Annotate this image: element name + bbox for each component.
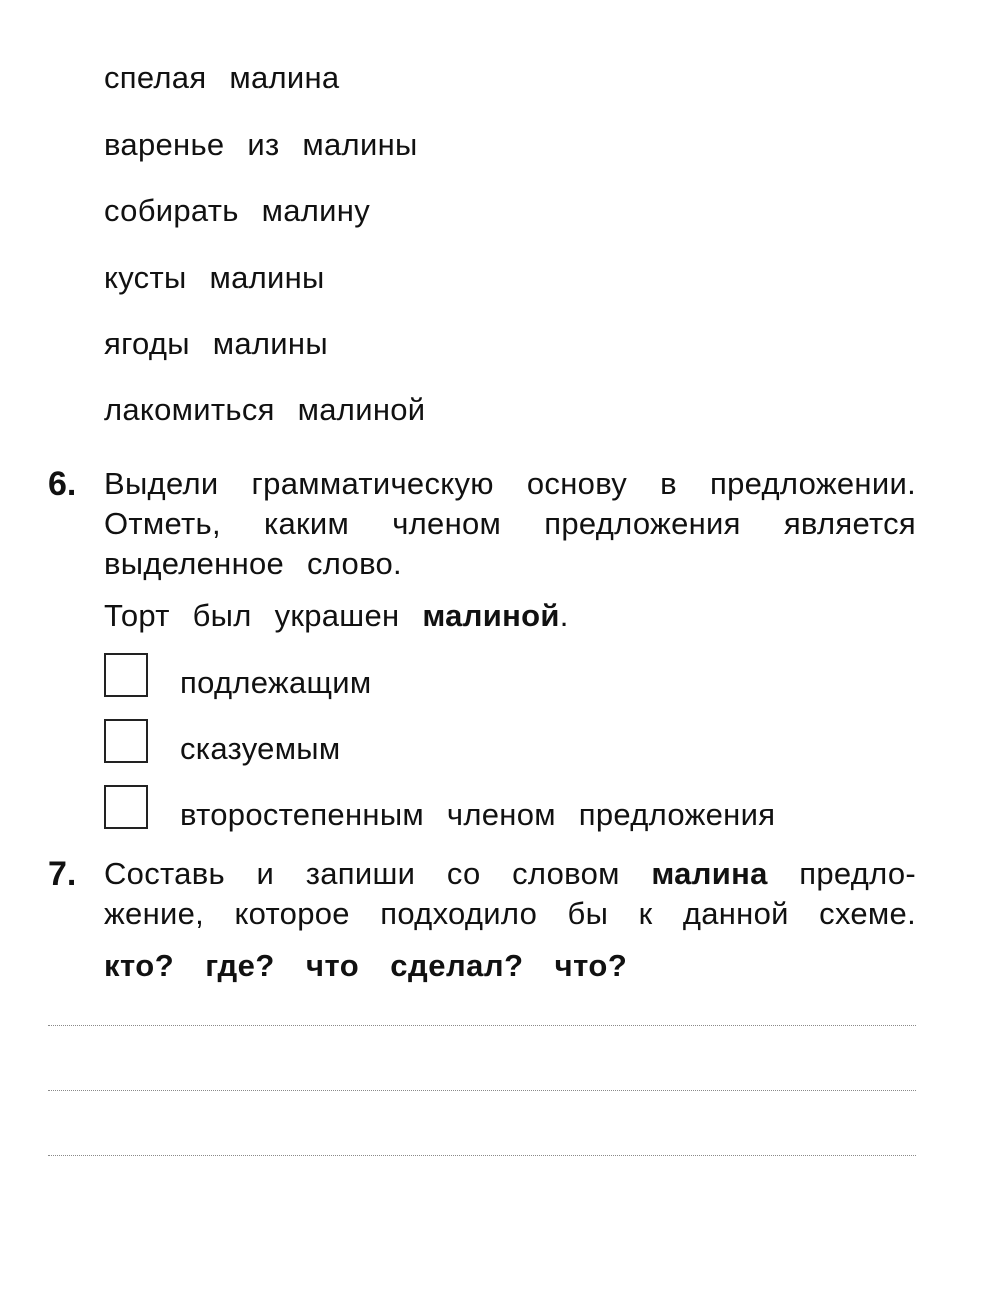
task-7-line-1-start: Составь и запиши со словом bbox=[104, 856, 620, 891]
option-label-predicate: сказуемым bbox=[180, 731, 341, 766]
option-label-subject: подлежащим bbox=[180, 665, 372, 700]
sentence-start: Торт был украшен bbox=[104, 598, 400, 633]
option-checkbox-subject[interactable] bbox=[104, 653, 148, 697]
task-6-number: 6. bbox=[48, 465, 77, 503]
sentence-highlighted-word: малиной bbox=[422, 598, 560, 633]
task-6-instruction-line-1: Выдели грамматическую основу в предложении. bbox=[104, 466, 916, 501]
task-7-question-scheme: кто? где? что сделал? что? bbox=[104, 948, 628, 983]
phrase-5: ягоды малины bbox=[104, 326, 328, 361]
task-7-instruction-line-2: жение, которое подходило бы к данной схеме. bbox=[104, 896, 916, 931]
option-checkbox-secondary-member[interactable] bbox=[104, 785, 148, 829]
phrase-1: спелая малина bbox=[104, 60, 340, 95]
answer-writing-line-3[interactable] bbox=[48, 1155, 916, 1156]
task-7-instruction-line-1 bbox=[104, 856, 916, 892]
phrase-4: кусты малины bbox=[104, 260, 325, 295]
phrase-6: лакомиться малиной bbox=[104, 392, 426, 427]
task-6-instruction-line-3: выделенное слово. bbox=[104, 546, 402, 581]
task-7-keyword: малина bbox=[651, 856, 768, 891]
option-label-secondary-member: второстепенным членом предложения bbox=[180, 797, 776, 832]
phrase-3: собирать малину bbox=[104, 193, 371, 228]
task-7-line-1-end: предло- bbox=[799, 856, 917, 891]
task-7-number: 7. bbox=[48, 855, 77, 893]
sentence-end: . bbox=[559, 598, 569, 633]
phrase-2: варенье из малины bbox=[104, 127, 418, 162]
answer-writing-line-2[interactable] bbox=[48, 1090, 916, 1091]
option-checkbox-predicate[interactable] bbox=[104, 719, 148, 763]
task-6-sentence bbox=[104, 598, 916, 634]
answer-writing-line-1[interactable] bbox=[48, 1025, 916, 1026]
task-6-instruction-line-2: Отметь, каким членом предложения является bbox=[104, 506, 916, 541]
